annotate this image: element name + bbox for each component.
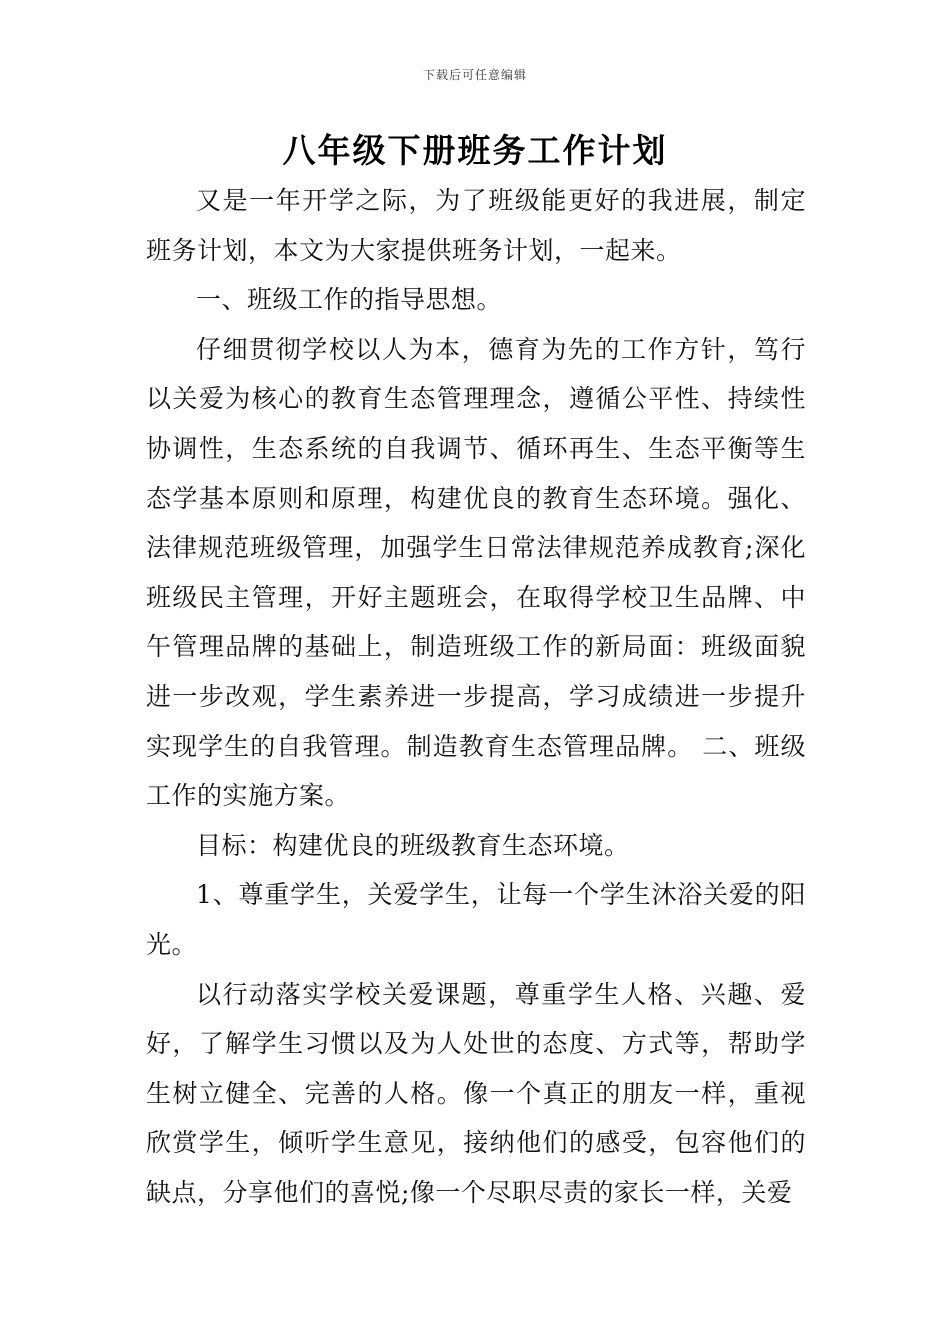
- paragraph-goal: 目标：构建优良的班级教育生态环境。: [196, 830, 630, 860]
- paragraph-guiding-thought: 仔细贯彻学校以人为本，德育为先的工作方针，笃行以关爱为核心的教育生态管理理念，遵循公平性、持续性协调性，生态系统的自我调节、循环再生、生态平衡等生态学基本原则和原理，构建优良的教育生态环境。强化、法律规范班级管理，加强学生日常法律规范养成教育;深化班级民主管理，开好主题班会，在取得学校卫生品牌、中午管理品牌的基础上，制造班级工作的新局面：班级面貌进一步改观，学生素养进一步提高，学习成绩进一步提升实现学生的自我管理。制造教育生态管理品牌。 二、班级工作的实施方案。: [146, 334, 806, 811]
- section-heading-guiding-thought: 一、班级工作的指导思想。: [196, 285, 503, 315]
- paragraph-intro: 又是一年开学之际，为了班级能更好的我进展，制定班务计划，本文为大家提供班务计划，一起来。: [146, 186, 806, 265]
- list-item-1: 1、尊重学生，关爱学生，让每一个学生沐浴关爱的阳光。: [146, 880, 806, 959]
- document-body: [146, 176, 806, 1217]
- header-note: 下载后可任意编辑: [422, 68, 527, 82]
- paragraph-respect-students: 以行动落实学校关爱课题，尊重学生人格、兴趣、爱好，了解学生习惯以及为人处世的态度、方式等，帮助学生树立健全、完善的人格。像一个真正的朋友一样，重视欣赏学生，倾听学生意见，接纳他们的感受，包容他们的缺点，分享他们的喜悦;像一个尽职尽责的家长一样，关爱: [146, 979, 806, 1207]
- document-title: 八年级下册班务工作计划: [282, 131, 668, 170]
